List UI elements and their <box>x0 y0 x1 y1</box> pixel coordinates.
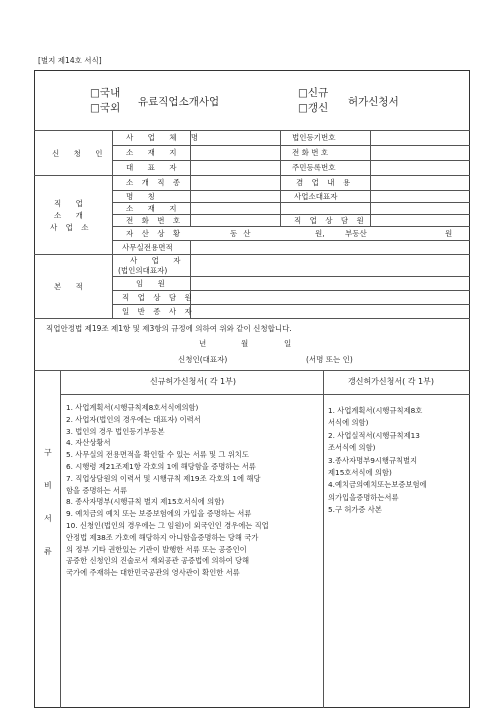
office-phone-label: 전 화 번 호 <box>126 216 184 225</box>
counselor-staff-label: 직 업 상 담 원 <box>122 293 195 302</box>
signature-placeholder: (서명 또는 인) <box>306 355 353 364</box>
list-item: 의 정부 기타 권한있는 기관이 발행한 서류 또는 공증인이 <box>66 544 247 554</box>
owner-sub-label: (법인의대표자) <box>118 266 168 275</box>
list-item: 공증한 신청인의 진술로서 재외공관 공증법에 의하여 당해 <box>66 556 250 566</box>
office-section-line1: 직 업 <box>54 199 89 208</box>
list-item: 1. 사업계획서(시행규칙제8호 <box>328 406 423 415</box>
list-item: 9. 예치금의 예치 또는 보증보험에의 가입을 증명하는 서류 <box>66 509 252 519</box>
option-foreign: □국외 <box>90 102 121 114</box>
applicant-section-label: 신 청 인 <box>52 149 109 158</box>
list-item: 1. 사업계획서(시행규칙제8호서식에의함) <box>66 403 199 412</box>
list-item: 2. 사업실적서(시행규칙제13 <box>328 430 420 440</box>
option-domestic: □국내 <box>90 87 121 99</box>
option-renew: □갱신 <box>298 102 329 114</box>
assets-label: 자 산 상 황 <box>126 229 184 238</box>
list-item: 6. 시행령 제21조제1항 각호의 1에 해당함을 증명하는 서류 <box>66 461 256 471</box>
date-year: 년 <box>199 339 207 348</box>
form-frame <box>34 70 470 708</box>
business-title: 유료직업소개사업 <box>138 96 220 108</box>
side-business-label: 겸 업 내 용 <box>296 178 354 187</box>
owner-label: 사 업 자 <box>130 256 187 265</box>
list-item: 10. 신청인(법인의 경우에는 그 임원)이 외국인인 경우에는 직업 <box>66 520 269 530</box>
list-item: 5. 사무실의 전용면적을 확인할 수 있는 서류 및 그 위치도 <box>66 450 249 460</box>
list-item: 제15호서식에 의함) <box>328 468 392 478</box>
list-item: 서식에 의함) <box>328 418 369 428</box>
applicant-signature-label: 신청인(대표자) <box>178 355 228 364</box>
list-item: 7. 직업상담원의 이력서 및 시행규칙 제19조 각호의 1에 해당 <box>66 473 261 483</box>
corp-registry-label: 법인등기번호 <box>292 133 336 142</box>
list-item: 조서식에 의함) <box>328 443 376 453</box>
office-area-label: 사무실전용면적 <box>122 243 173 252</box>
general-staff-label: 일 반 종 사 자 <box>122 307 195 316</box>
list-item: 3. 법인의 경우 법인등기부등본 <box>66 426 165 436</box>
counselor-label: 직 업 상 담 원 <box>294 216 367 225</box>
list-item: 2. 사업자(법인의 경우에는 대표자) 이력서 <box>66 414 201 424</box>
office-address-label: 소 재 지 <box>126 204 183 213</box>
phone-label: 전 화 번 호 <box>292 148 329 157</box>
list-item: 국가에 주재하는 대한민국공관의 영사관이 확인한 서류 <box>66 568 240 578</box>
list-item: 함을 증명하는 서류 <box>66 485 128 495</box>
representative-label: 대 표 자 <box>126 163 183 172</box>
docs-side-label-4: 류 <box>44 547 52 556</box>
job-type-label: 소 개 직 종 <box>126 178 184 187</box>
list-item: 5.구 허가증 사본 <box>328 505 382 515</box>
office-rep-label: 사업소대표자 <box>294 192 338 201</box>
renew-permit-header: 갱신허가신청서( 각 1부) <box>348 377 434 386</box>
list-item: 안정법 제38조 가호에 해당하지 아니함을증명하는 당해 국가 <box>66 532 259 542</box>
list-item: 4. 자산상황서 <box>66 438 111 448</box>
staff-section-label: 본 적 <box>54 282 89 291</box>
new-permit-header: 신규허가신청서( 각 1부) <box>150 377 236 386</box>
address-label: 소 재 지 <box>126 148 183 157</box>
office-section-line2: 소 개 <box>54 211 89 220</box>
renew-permit-doc-list <box>328 405 468 517</box>
won-label-1: 원, <box>315 229 325 238</box>
office-name-label: 명 칭 <box>126 192 161 201</box>
list-item: 의가입을증명하는서류 <box>328 492 399 502</box>
real-estate-label: 부동산 <box>345 229 367 238</box>
document-title: 허가신청서 <box>348 96 399 108</box>
new-permit-doc-list <box>66 402 320 579</box>
date-month: 월 <box>241 339 249 348</box>
docs-side-label-1: 구 <box>44 448 52 457</box>
list-item: 3.종사자명부9시행규칙별지 <box>328 455 418 465</box>
declaration-text: 직업안정법 제19조 제1항 및 제3항의 규정에 의하여 위와 같이 신청합니다. <box>46 324 292 333</box>
list-item: 4.예치금의예치또는보증보험에 <box>328 480 427 490</box>
form-label: [별지 제14호 서식] <box>38 56 102 65</box>
docs-side-label-2: 비 <box>44 481 52 490</box>
office-section-line3: 사 업 소 <box>50 223 92 232</box>
movable-label: 동산 <box>230 229 257 238</box>
officer-label: 임 원 <box>136 279 171 288</box>
resident-no-label: 주민등록번호 <box>292 163 336 172</box>
won-label-2: 원 <box>445 229 453 238</box>
date-day: 일 <box>284 339 292 348</box>
option-new: □신규 <box>298 87 329 99</box>
business-name-label: 사 업 체 명 <box>126 133 205 142</box>
docs-side-label-3: 서 <box>44 514 52 523</box>
list-item: 8. 종사자명부(시행규칙 별지 제15호서식에 의함) <box>66 497 225 507</box>
